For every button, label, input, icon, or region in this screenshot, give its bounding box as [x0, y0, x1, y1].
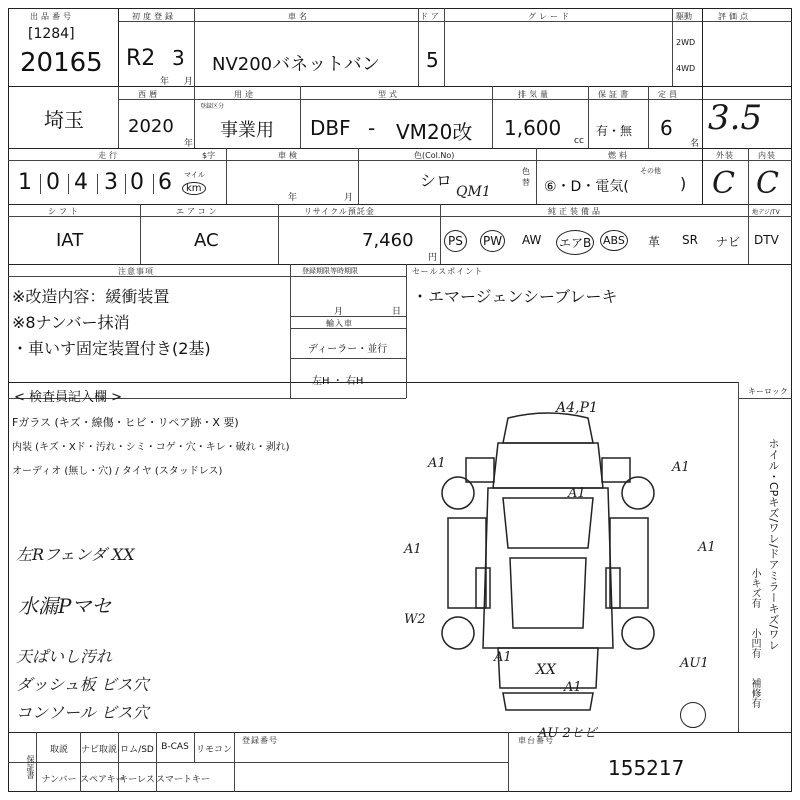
- hand-note: 左Rフェンダ XX: [16, 545, 135, 564]
- recycle-label: リサイクル預託金: [304, 207, 375, 216]
- notes-label: 注意事項: [118, 267, 154, 276]
- hand-note: ダッシュ板 ビス穴: [16, 675, 149, 694]
- model-code-dash: -: [368, 116, 376, 140]
- audio-line: オーディオ (無し・穴) / タイヤ (スタッドレス): [12, 466, 223, 477]
- footer-item: B-CAS: [161, 742, 189, 752]
- fuel-close: ): [680, 174, 687, 193]
- note-line: ※改造内容：緩衝装置: [12, 287, 170, 306]
- damage-mark: A1: [564, 680, 582, 695]
- mirror-left-shape: [466, 458, 494, 482]
- model-year-unit: 年: [184, 139, 194, 149]
- footer-left-label: 保証書: [26, 755, 35, 779]
- inspection-month-unit: 月: [344, 193, 354, 203]
- capacity-label: 定員: [658, 90, 680, 99]
- score-value: 3.5: [708, 98, 763, 138]
- reg-deadline-day: 日: [392, 307, 402, 317]
- damage-mark: A1: [428, 456, 446, 471]
- mileage-digit: 3: [104, 170, 118, 195]
- row-divider: [8, 264, 792, 265]
- first-reg-era: R2: [126, 46, 156, 71]
- capacity: 6: [660, 116, 673, 140]
- displacement: 1,600: [504, 116, 562, 140]
- hand-note: 天ぱいし汚れ: [16, 647, 113, 666]
- key-vertical: ホイル・CPキズ/ワレ/ドアミラーキズ/ワレ: [767, 438, 780, 651]
- damage-mark: XX: [536, 662, 556, 678]
- equip-airbag: エアB: [556, 230, 594, 255]
- windshield-shape: [503, 498, 593, 548]
- mileage-unit-km: km: [182, 182, 206, 195]
- car-name: NV200バネットバン: [212, 54, 380, 75]
- fuel-other: その他: [640, 167, 661, 175]
- equipment-label: 純正装備品: [548, 207, 603, 216]
- ac-label: エアコン: [176, 207, 220, 216]
- reg-deadline-label: 登録期限等時期限: [302, 267, 358, 275]
- shift: IAT: [56, 230, 84, 251]
- front-bumper-shape: [503, 413, 593, 443]
- color-name: シロ: [420, 171, 453, 190]
- drive-label: 駆動: [676, 12, 692, 21]
- exterior-label: 外装: [716, 151, 734, 160]
- inspector-label: < 検査員記入欄 >: [14, 390, 123, 405]
- exterior-grade: C: [712, 166, 735, 201]
- label-strip: [8, 160, 792, 161]
- equip-aw: AW: [522, 233, 542, 247]
- interior-grade: C: [756, 166, 779, 201]
- row-divider: [8, 382, 738, 383]
- purpose: 事業用: [220, 120, 274, 141]
- purpose-label: 用途: [234, 90, 256, 99]
- year-unit: 年: [160, 77, 170, 87]
- warranty: 有・無: [596, 124, 633, 138]
- mileage-label: 走行: [98, 151, 120, 160]
- ac: AC: [194, 230, 219, 251]
- key-side-note: 小キズ有: [749, 568, 760, 608]
- label-strip: [290, 316, 406, 317]
- inspection-label: 車検: [278, 151, 300, 160]
- footer-item: リモコン: [195, 745, 232, 755]
- lot-bracket: [1284]: [28, 26, 75, 42]
- footer-item: ナビ取説: [80, 745, 117, 755]
- mileage-digit: 0: [46, 170, 60, 195]
- equip-leather: 革: [648, 235, 661, 249]
- footer-item: スマートキー: [156, 775, 210, 785]
- mileage-sub: $字: [202, 151, 216, 160]
- import-dealer: ディーラー・並行: [308, 344, 388, 355]
- score-label: 評価点: [718, 12, 751, 21]
- color-code: QM1: [456, 184, 491, 200]
- inspection-year-unit: 年: [288, 193, 298, 203]
- hood-shape: [493, 443, 603, 488]
- drive-4wd: 4WD: [676, 64, 696, 73]
- row-divider: [8, 732, 792, 733]
- region: 埼玉: [44, 108, 84, 132]
- label-strip: [290, 358, 406, 359]
- footer-item: 取説: [49, 745, 68, 755]
- mileage-digit: 1: [18, 170, 32, 195]
- damage-mark: AU1: [680, 656, 709, 671]
- spare-tire-circle: [680, 702, 706, 728]
- damage-mark: AU 2ヒビ: [538, 726, 597, 741]
- color-change-label: 色替: [522, 167, 530, 187]
- row-divider: [8, 148, 792, 149]
- maintenance-label: 保証書: [598, 90, 631, 99]
- body-shape: [483, 488, 613, 648]
- fuel-label: 燃料: [608, 151, 630, 160]
- first-reg-month: 3: [172, 46, 185, 70]
- recycle-amount: 7,460: [362, 230, 414, 251]
- year-label: 西暦: [138, 90, 160, 99]
- reg-deadline-month: 月: [334, 307, 344, 317]
- equip-ps: PS: [444, 230, 467, 252]
- equip-abs: ABS: [600, 230, 628, 251]
- damage-mark: A1: [404, 542, 422, 557]
- roof-shape: [510, 558, 586, 628]
- left-door-shape: [448, 518, 486, 608]
- model-code-label: 型式: [378, 90, 400, 99]
- label-strip: [118, 99, 792, 100]
- note-line: ・車いす固定装置付き(2基): [12, 339, 211, 358]
- damage-mark: A1: [494, 650, 512, 665]
- mirror-right-shape: [602, 458, 630, 482]
- lot-number: 20165: [20, 48, 103, 78]
- car-diagram: [428, 398, 668, 728]
- interior-line: 内装 (キズ・Xド・汚れ・シミ・コゲ・穴・キレ・破れ・剥れ): [12, 442, 290, 453]
- month-unit: 月: [184, 77, 194, 87]
- cc-unit: cc: [574, 136, 584, 146]
- damage-mark: A4,P1: [556, 400, 598, 416]
- purpose-sub: 登録区分: [200, 103, 225, 110]
- sales-label: セールスポイント: [412, 267, 484, 276]
- damage-mark: A1: [698, 540, 716, 555]
- wheel-rr-shape: [622, 617, 654, 649]
- mileage-digit: 4: [74, 170, 88, 195]
- grade-label: グレード: [528, 12, 572, 21]
- model-year: 2020: [128, 116, 174, 137]
- chassis-number: 155217: [608, 756, 685, 780]
- key-label: キーロック: [748, 387, 788, 396]
- door-label: ドア: [420, 12, 442, 21]
- displacement-label: 排気量: [518, 90, 551, 99]
- equip-navi: ナビ: [716, 235, 741, 249]
- equip-dtv: DTV: [754, 233, 779, 247]
- model-code-a: DBF: [310, 116, 351, 140]
- f-glass-line: Fガラス (キズ・線傷・ヒビ・リペア跡・X 要): [12, 416, 239, 429]
- yen-unit: 円: [428, 253, 438, 263]
- note-line: ※8ナンバー抹消: [12, 313, 130, 332]
- wheel-rl-shape: [442, 617, 474, 649]
- footer-item: ナンバー: [41, 775, 77, 785]
- damage-mark: A1: [672, 460, 690, 475]
- mileage-digit: 6: [158, 170, 172, 195]
- sales-point: ・エマージェンシーブレーキ: [412, 287, 618, 306]
- row-divider: [8, 762, 508, 763]
- footer-item: スペアキー: [80, 775, 125, 785]
- rear-bumper-shape: [503, 693, 593, 710]
- chassis-label: 車台番号: [518, 736, 554, 745]
- footer-item: ロム/SD: [120, 745, 154, 755]
- label-strip: [8, 216, 792, 217]
- label-strip: [738, 398, 792, 399]
- right-door-shape: [610, 518, 648, 608]
- import-label: 輸入車: [326, 319, 353, 328]
- hand-note: コンソール ビス穴: [16, 703, 149, 722]
- row-divider: [8, 86, 792, 87]
- sill-left-shape: [476, 568, 490, 608]
- capacity-unit: 名: [690, 139, 700, 149]
- fuel: ⑥・D・電気(: [544, 179, 629, 195]
- drive-2wd: 2WD: [676, 38, 696, 47]
- import-handle: 左H ・ 右H: [312, 376, 364, 387]
- tv-label: 地デジ/TV: [752, 209, 780, 216]
- label-strip: [290, 276, 406, 277]
- model-name-label: 車名: [288, 12, 310, 21]
- car-doors: 5: [426, 48, 439, 72]
- equip-pw: PW: [480, 230, 505, 252]
- hand-note: 水漏Pマセ: [18, 594, 112, 618]
- equip-sr: SR: [682, 233, 698, 247]
- damage-mark: W2: [404, 612, 426, 627]
- shift-label: シフト: [48, 207, 81, 216]
- reg-num-label: 登録番号: [242, 736, 278, 745]
- color-label: 色(Col.No): [414, 151, 455, 160]
- damage-mark: A1: [568, 486, 586, 501]
- row-divider: [8, 204, 792, 205]
- mileage-digit: 0: [130, 170, 144, 195]
- key-side-note: 小凹有: [749, 628, 760, 658]
- mileage-unit-mile: マイル: [184, 171, 205, 179]
- auction-sheet: [8, 8, 792, 792]
- model-code-b: VM20改: [396, 120, 473, 144]
- lot-label: 出品番号: [30, 12, 74, 21]
- key-side-note: 補修有: [749, 678, 760, 708]
- sill-right-shape: [606, 568, 620, 608]
- interior-label: 内装: [758, 151, 776, 160]
- first-reg-label: 初度登録: [132, 12, 176, 21]
- footer-item: キーレス: [119, 775, 155, 785]
